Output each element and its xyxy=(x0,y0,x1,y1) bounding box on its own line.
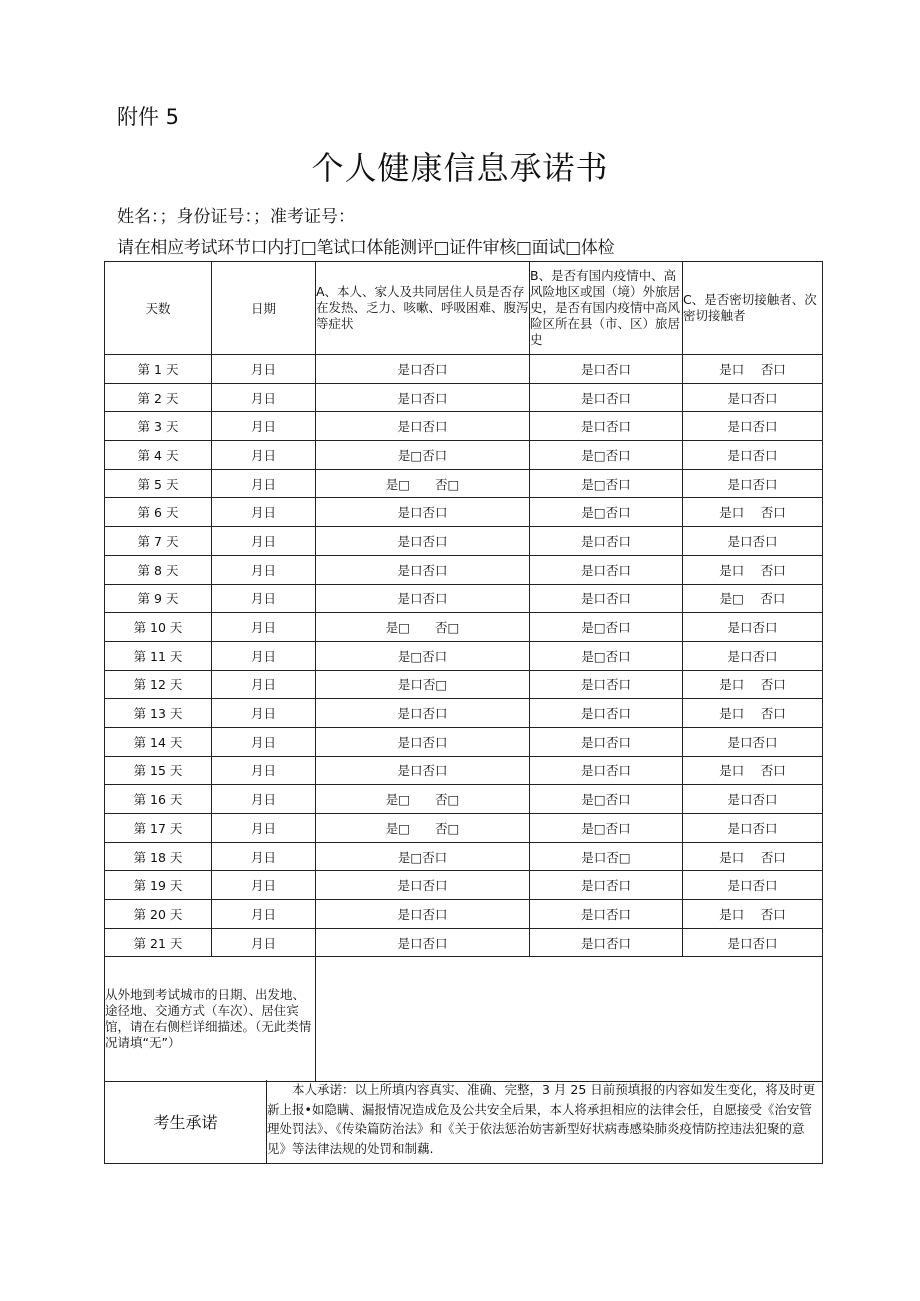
contact-checkbox-cell[interactable]: 是□ 否口 xyxy=(683,584,823,613)
date-cell[interactable]: 月日 xyxy=(212,842,316,871)
day-cell: 第 13 天 xyxy=(105,699,212,728)
symptoms-checkbox-cell[interactable]: 是口否口 xyxy=(316,555,530,584)
day-cell: 第 17 天 xyxy=(105,814,212,843)
symptoms-checkbox-cell[interactable]: 是□否口 xyxy=(316,641,530,670)
date-cell[interactable]: 月日 xyxy=(212,412,316,441)
travel-checkbox-cell[interactable]: 是口否口 xyxy=(530,756,683,785)
contact-checkbox-cell[interactable]: 是口 否口 xyxy=(683,555,823,584)
symptoms-checkbox-cell[interactable]: 是口否口 xyxy=(316,900,530,929)
symptoms-checkbox-cell[interactable]: 是口否口 xyxy=(316,727,530,756)
day-cell: 第 6 天 xyxy=(105,498,212,527)
personal-info-line: 姓名：；身份证号：；准考证号： xyxy=(117,207,355,227)
symptoms-checkbox-cell[interactable]: 是□ 否□ xyxy=(316,613,530,642)
date-cell[interactable]: 月日 xyxy=(212,555,316,584)
contact-checkbox-cell[interactable]: 是口 否口 xyxy=(683,670,823,699)
contact-checkbox-cell[interactable]: 是口否口 xyxy=(683,785,823,814)
table-row xyxy=(105,412,823,441)
day-cell: 第 4 天 xyxy=(105,441,212,470)
table-row xyxy=(105,727,823,756)
contact-checkbox-cell[interactable]: 是口否口 xyxy=(683,641,823,670)
date-cell[interactable]: 月日 xyxy=(212,670,316,699)
pledge-label: 考生承诺 xyxy=(105,1080,267,1164)
symptoms-checkbox-cell[interactable]: 是□ 否□ xyxy=(316,785,530,814)
travel-details-field[interactable] xyxy=(316,957,823,1082)
table-row xyxy=(105,355,823,384)
symptoms-checkbox-cell[interactable]: 是□ 否□ xyxy=(316,814,530,843)
symptoms-checkbox-cell[interactable]: 是□ 否□ xyxy=(316,469,530,498)
contact-checkbox-cell[interactable]: 是口否口 xyxy=(683,412,823,441)
contact-checkbox-cell[interactable]: 是口否口 xyxy=(683,469,823,498)
contact-checkbox-cell[interactable]: 是口 否口 xyxy=(683,498,823,527)
date-cell[interactable]: 月日 xyxy=(212,498,316,527)
travel-checkbox-cell[interactable]: 是口否口 xyxy=(530,355,683,384)
day-cell: 第 18 天 xyxy=(105,842,212,871)
day-cell: 第 10 天 xyxy=(105,613,212,642)
travel-details-row xyxy=(105,957,823,1082)
travel-checkbox-cell[interactable]: 是□否口 xyxy=(530,498,683,527)
day-cell: 第 8 天 xyxy=(105,555,212,584)
day-cell: 第 19 天 xyxy=(105,871,212,900)
date-cell[interactable]: 月日 xyxy=(212,584,316,613)
travel-checkbox-cell[interactable]: 是□否口 xyxy=(530,613,683,642)
date-cell[interactable]: 月日 xyxy=(212,727,316,756)
day-cell: 第 11 天 xyxy=(105,641,212,670)
symptoms-checkbox-cell[interactable]: 是口否口 xyxy=(316,383,530,412)
table-row xyxy=(105,814,823,843)
travel-checkbox-cell[interactable]: 是口否口 xyxy=(530,699,683,728)
page-title: 个人健康信息承诺书 xyxy=(311,149,609,187)
day-cell: 第 20 天 xyxy=(105,900,212,929)
symptoms-checkbox-cell[interactable]: 是口否口 xyxy=(316,412,530,441)
date-cell[interactable]: 月日 xyxy=(212,928,316,957)
day-cell: 第 21 天 xyxy=(105,928,212,957)
day-cell: 第 7 天 xyxy=(105,527,212,556)
header-close-contact: C、是否密切接触者、次密切接触者 xyxy=(683,262,823,355)
header-day: 天数 xyxy=(105,262,212,355)
contact-checkbox-cell[interactable]: 是口 否口 xyxy=(683,842,823,871)
travel-checkbox-cell[interactable]: 是□否口 xyxy=(530,785,683,814)
table-row xyxy=(105,613,823,642)
symptoms-checkbox-cell[interactable]: 是口否口 xyxy=(316,527,530,556)
table-row xyxy=(105,527,823,556)
travel-checkbox-cell[interactable]: 是口否口 xyxy=(530,928,683,957)
symptoms-checkbox-cell[interactable]: 是口否口 xyxy=(316,355,530,384)
header-date: 日期 xyxy=(212,262,316,355)
date-cell[interactable]: 月日 xyxy=(212,756,316,785)
date-cell[interactable]: 月日 xyxy=(212,641,316,670)
travel-checkbox-cell[interactable]: 是口否口 xyxy=(530,871,683,900)
table-row xyxy=(105,469,823,498)
table-row xyxy=(105,871,823,900)
travel-checkbox-cell[interactable]: 是口否□ xyxy=(530,842,683,871)
contact-checkbox-cell[interactable]: 是口 否口 xyxy=(683,699,823,728)
symptoms-checkbox-cell[interactable]: 是□否口 xyxy=(316,842,530,871)
travel-checkbox-cell[interactable]: 是□否口 xyxy=(530,441,683,470)
header-travel-history: B、是否有国内疫情中、高风险地区或国（境）外旅居史，是否有国内疫情中高风险区所在县（市、区）旅居史 xyxy=(530,262,683,355)
table-row xyxy=(105,584,823,613)
travel-checkbox-cell[interactable]: 是口否口 xyxy=(530,670,683,699)
date-cell[interactable]: 月日 xyxy=(212,441,316,470)
table-row xyxy=(105,670,823,699)
table-row xyxy=(105,785,823,814)
table-row xyxy=(105,842,823,871)
date-cell[interactable]: 月日 xyxy=(212,900,316,929)
table-row xyxy=(105,383,823,412)
contact-checkbox-cell[interactable]: 是口否口 xyxy=(683,441,823,470)
travel-checkbox-cell[interactable]: 是口否口 xyxy=(530,383,683,412)
date-cell[interactable]: 月日 xyxy=(212,785,316,814)
symptoms-checkbox-cell[interactable]: 是口否□ xyxy=(316,670,530,699)
table-row xyxy=(105,900,823,929)
table-row xyxy=(105,928,823,957)
table-row xyxy=(105,555,823,584)
header-symptoms: A、本人、家人及共同居住人员是否存在发热、乏力、咳嗽、呼吸困难、腹泻等症状 xyxy=(316,262,530,355)
date-cell[interactable]: 月日 xyxy=(212,527,316,556)
day-cell: 第 9 天 xyxy=(105,584,212,613)
travel-checkbox-cell[interactable]: 是口否口 xyxy=(530,727,683,756)
symptoms-checkbox-cell[interactable]: 是口否口 xyxy=(316,584,530,613)
day-cell: 第 3 天 xyxy=(105,412,212,441)
contact-checkbox-cell[interactable]: 是口 否口 xyxy=(683,900,823,929)
table-row xyxy=(105,498,823,527)
day-cell: 第 14 天 xyxy=(105,727,212,756)
exam-stage-line: 请在相应考试环节口内打□笔试口体能测评□证件审核□面试□体检 xyxy=(117,238,615,258)
pledge-text: 本人承诺：以上所填内容真实、准确、完整，3 月 25 日前预填报的内容如发生变化，将及时更新上报•如隐瞒、漏报情况造成危及公共安全后果，本人将承担相应的法律会任，自愿接受《治安管理处罚法》、《传染篇防治法》和《关于依法惩治妨害新型好状病毒感染肺炎疫情防控违法犯聚的意见》等法律法规的处罚和制藕. xyxy=(267,1080,823,1164)
table-row xyxy=(105,641,823,670)
symptoms-checkbox-cell[interactable]: 是口否口 xyxy=(316,928,530,957)
travel-checkbox-cell[interactable]: 是口否口 xyxy=(530,527,683,556)
travel-checkbox-cell[interactable]: 是口否口 xyxy=(530,584,683,613)
travel-checkbox-cell[interactable]: 是口否口 xyxy=(530,555,683,584)
date-cell[interactable]: 月日 xyxy=(212,699,316,728)
table-header-row xyxy=(105,262,823,355)
contact-checkbox-cell[interactable]: 是口否口 xyxy=(683,928,823,957)
contact-checkbox-cell[interactable]: 是口否口 xyxy=(683,727,823,756)
day-cell: 第 2 天 xyxy=(105,383,212,412)
travel-checkbox-cell[interactable]: 是□否口 xyxy=(530,469,683,498)
table-row xyxy=(105,756,823,785)
day-cell: 第 15 天 xyxy=(105,756,212,785)
travel-details-label: 从外地到考试城市的日期、出发地、途径地、交通方式（车次）、居住宾馆，请在右侧栏详细描述。（无此类情况请填“无”） xyxy=(105,957,316,1082)
travel-checkbox-cell[interactable]: 是□否口 xyxy=(530,641,683,670)
date-cell[interactable]: 月日 xyxy=(212,814,316,843)
health-info-table xyxy=(104,261,823,1082)
date-cell[interactable]: 月日 xyxy=(212,355,316,384)
symptoms-checkbox-cell[interactable]: 是口否口 xyxy=(316,498,530,527)
symptoms-checkbox-cell[interactable]: 是口否口 xyxy=(316,756,530,785)
contact-checkbox-cell[interactable]: 是口否口 xyxy=(683,871,823,900)
symptoms-checkbox-cell[interactable]: 是口否口 xyxy=(316,699,530,728)
day-cell: 第 1 天 xyxy=(105,355,212,384)
annex-label: 附件 5 xyxy=(117,105,180,129)
table-row xyxy=(105,441,823,470)
travel-checkbox-cell[interactable]: 是口否口 xyxy=(530,900,683,929)
table-row xyxy=(105,699,823,728)
contact-checkbox-cell[interactable]: 是口否口 xyxy=(683,814,823,843)
contact-checkbox-cell[interactable]: 是口 否口 xyxy=(683,756,823,785)
date-cell[interactable]: 月日 xyxy=(212,871,316,900)
contact-checkbox-cell[interactable]: 是口否口 xyxy=(683,383,823,412)
symptoms-checkbox-cell[interactable]: 是口否口 xyxy=(316,871,530,900)
pledge-table xyxy=(104,1080,823,1164)
date-cell[interactable]: 月日 xyxy=(212,383,316,412)
contact-checkbox-cell[interactable]: 是口 否口 xyxy=(683,355,823,384)
travel-checkbox-cell[interactable]: 是口否口 xyxy=(530,412,683,441)
date-cell[interactable]: 月日 xyxy=(212,469,316,498)
day-cell: 第 16 天 xyxy=(105,785,212,814)
date-cell[interactable]: 月日 xyxy=(212,613,316,642)
day-cell: 第 12 天 xyxy=(105,670,212,699)
contact-checkbox-cell[interactable]: 是口否口 xyxy=(683,613,823,642)
travel-checkbox-cell[interactable]: 是□否口 xyxy=(530,814,683,843)
day-cell: 第 5 天 xyxy=(105,469,212,498)
symptoms-checkbox-cell[interactable]: 是□否口 xyxy=(316,441,530,470)
contact-checkbox-cell[interactable]: 是口否口 xyxy=(683,527,823,556)
